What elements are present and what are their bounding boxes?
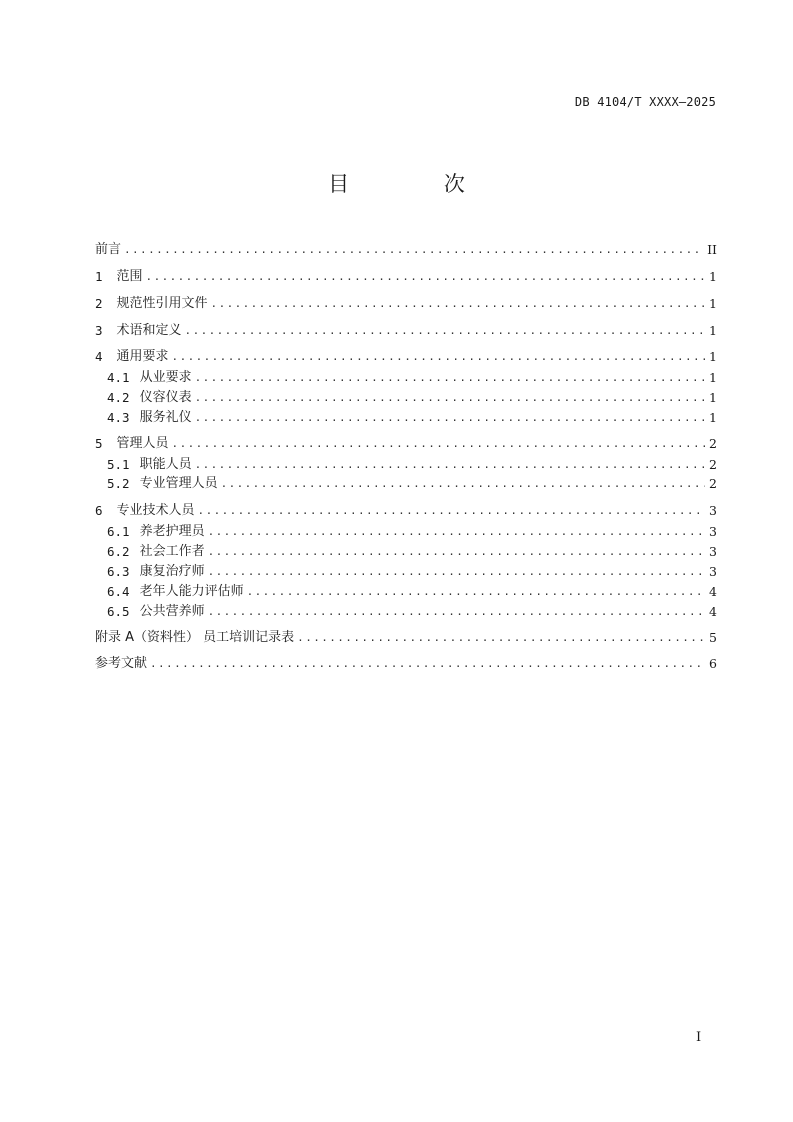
- toc-entry[interactable]: [95, 655, 717, 673]
- toc-subentry[interactable]: [107, 409, 717, 427]
- toc-entry-title: 附录 A（资料性） 员工培训记录表: [95, 630, 295, 645]
- toc-entry[interactable]: [95, 295, 717, 313]
- toc-entry-title: 前言: [95, 242, 122, 257]
- toc-entry[interactable]: [95, 268, 717, 286]
- toc-dot-leader: [195, 456, 705, 474]
- toc-entry-number: 6: [95, 503, 103, 518]
- toc-entry-title: 专业技术人员: [116, 503, 195, 518]
- toc-entry-number: 5: [95, 436, 103, 451]
- toc-entry-page: 1: [709, 323, 717, 338]
- toc-dot-leader: [208, 543, 705, 561]
- toc-entry-title: 老年人能力评估师: [139, 584, 244, 599]
- toc-entry-page: 1: [709, 410, 717, 425]
- toc-entry-page: 1: [709, 370, 717, 385]
- toc-entry[interactable]: [95, 322, 717, 340]
- toc-subentry[interactable]: [107, 389, 717, 407]
- toc-dot-leader: [185, 322, 705, 340]
- toc-entry-page: 3: [709, 524, 717, 539]
- toc-entry-number: 5.2: [107, 476, 130, 491]
- toc-entry-page: 5: [709, 630, 717, 645]
- toc-subentry[interactable]: [107, 369, 717, 387]
- toc-entry-page: 1: [709, 390, 717, 405]
- toc-dot-leader: [146, 268, 705, 286]
- toc-entry-number: 6.3: [107, 564, 130, 579]
- page-number: I: [696, 1030, 702, 1045]
- toc-entry-number: 4.2: [107, 390, 130, 405]
- toc-subentry[interactable]: [107, 603, 717, 621]
- toc-dot-leader: [195, 369, 705, 387]
- toc-entry-page: 1: [709, 269, 717, 284]
- toc-dot-leader: [297, 629, 705, 647]
- toc-title: 目 次: [328, 172, 509, 196]
- toc-entry-page: 3: [709, 544, 717, 559]
- toc-entry-title: 社会工作者: [139, 544, 205, 559]
- toc-dot-leader: [221, 475, 705, 493]
- toc-subentry[interactable]: [107, 475, 717, 493]
- toc-entry-number: 1: [95, 269, 103, 284]
- toc-entry-title: 范围: [116, 269, 143, 284]
- toc-entry-page: 2: [709, 436, 717, 451]
- toc-entry-page: 1: [709, 296, 717, 311]
- toc-entry-number: 6.2: [107, 544, 130, 559]
- toc-entry-number: 6.5: [107, 604, 130, 619]
- toc-entry-title: 通用要求: [116, 349, 169, 364]
- toc-entry-number: 6.4: [107, 584, 130, 599]
- toc-dot-leader: [150, 655, 705, 673]
- toc-entry[interactable]: [95, 241, 717, 259]
- toc-entry-number: 3: [95, 323, 103, 338]
- toc-dot-leader: [211, 295, 705, 313]
- toc-dot-leader: [198, 502, 705, 520]
- toc-entry-title: 康复治疗师: [139, 564, 205, 579]
- toc-dot-leader: [208, 603, 705, 621]
- toc-entry-title: 从业要求: [139, 370, 192, 385]
- toc-subentry[interactable]: [107, 523, 717, 541]
- toc-entry-number: 2: [95, 296, 103, 311]
- toc-entry-number: 5.1: [107, 457, 130, 472]
- toc-subentry[interactable]: [107, 583, 717, 601]
- toc-dot-leader: [195, 409, 705, 427]
- toc-entry-page: 2: [709, 476, 717, 491]
- toc-entry-page: 2: [709, 457, 717, 472]
- toc-entry-page: 1: [709, 349, 717, 364]
- toc-entry-title: 养老护理员: [139, 524, 205, 539]
- toc-dot-leader: [208, 563, 705, 581]
- toc-entry-title: 术语和定义: [116, 323, 182, 338]
- toc-subentry[interactable]: [107, 456, 717, 474]
- toc-entry-number: 4.1: [107, 370, 130, 385]
- toc-dot-leader: [247, 583, 705, 601]
- toc-entry-title: 公共营养师: [139, 604, 205, 619]
- toc-entry-title: 专业管理人员: [139, 476, 218, 491]
- toc-entry-title: 仪容仪表: [139, 390, 192, 405]
- toc-entry-number: 6.1: [107, 524, 130, 539]
- toc-entry-page: 3: [709, 503, 717, 518]
- toc-entry[interactable]: [95, 435, 717, 453]
- toc-entry-title: 参考文献: [95, 656, 148, 671]
- toc-entry-title: 管理人员: [116, 436, 169, 451]
- toc-entry-page: II: [707, 242, 717, 257]
- toc-entry-page: 4: [709, 604, 717, 619]
- toc-entry[interactable]: [95, 502, 717, 520]
- toc-dot-leader: [195, 389, 705, 407]
- toc-subentry[interactable]: [107, 563, 717, 581]
- toc-entry-title: 服务礼仪: [139, 410, 192, 425]
- toc-entry-page: 4: [709, 584, 717, 599]
- toc-dot-leader: [208, 523, 705, 541]
- toc-entry[interactable]: [95, 629, 717, 647]
- toc-dot-leader: [124, 241, 703, 259]
- toc-dot-leader: [172, 435, 705, 453]
- document-code: DB 4104/T XXXX—2025: [574, 95, 716, 109]
- toc-subentry[interactable]: [107, 543, 717, 561]
- toc-entry-title: 职能人员: [139, 457, 192, 472]
- toc-entry-number: 4: [95, 349, 103, 364]
- toc-entry-number: 4.3: [107, 410, 130, 425]
- toc-entry-page: 6: [709, 656, 717, 671]
- toc-entry[interactable]: [95, 348, 717, 366]
- toc-entry-title: 规范性引用文件: [116, 296, 208, 311]
- toc-dot-leader: [172, 348, 705, 366]
- toc-entry-page: 3: [709, 564, 717, 579]
